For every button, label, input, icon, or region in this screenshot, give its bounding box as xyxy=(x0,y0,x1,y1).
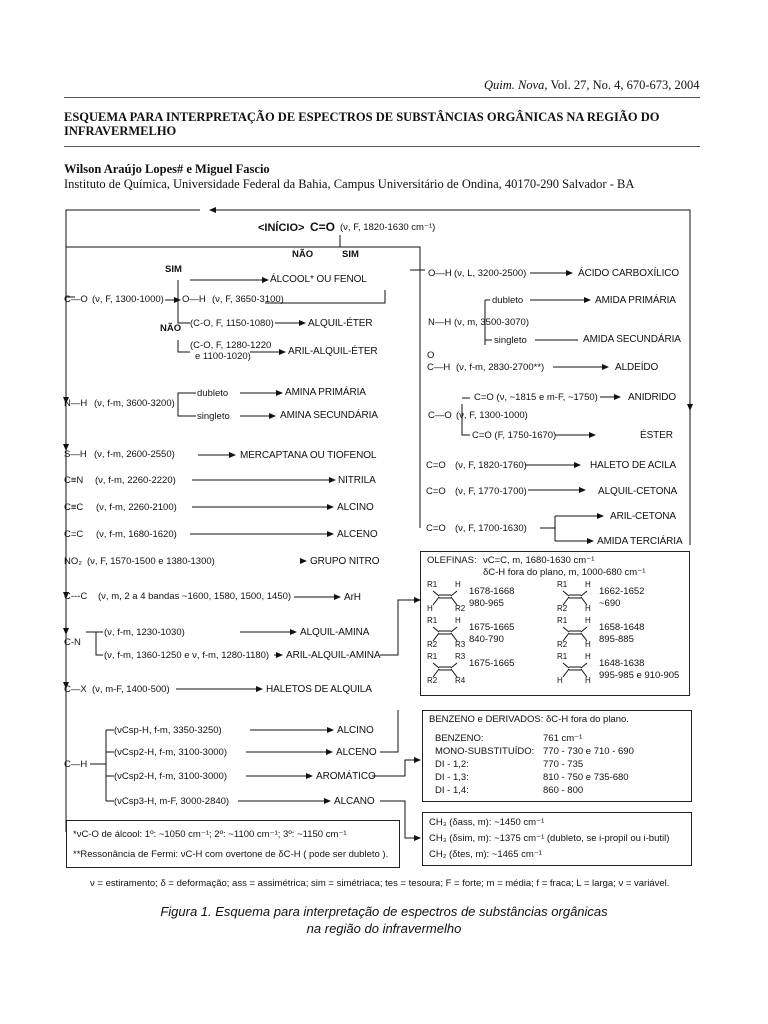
ar-detail: (ν, m, 2 a 4 bandas ~1600, 1580, 1500, 1450) xyxy=(98,591,292,602)
paper-title-line1: ESQUEMA PARA INTERPRETAÇÃO DE ESPECTROS DE SUBSTÂNCIAS ORGÂNICAS NA REGIÃO DO xyxy=(64,110,660,124)
substituent-label: H xyxy=(585,604,591,613)
substituent-label: H xyxy=(585,580,591,589)
nh-detail: (ν, f-m, 3600-3200) xyxy=(94,398,175,409)
substituent-label: R2 xyxy=(557,604,568,613)
aril-eter-detail1: (C-O, F, 1280-1220 xyxy=(190,340,272,351)
csp2-ar-detail: (νCsp2-H, f-m, 3100-3000) xyxy=(114,771,227,782)
aril-amina-detail: (ν, f-m, 1360-1250 e ν, f-m, 1280-1180) xyxy=(104,650,270,661)
csp3-detail: (νCsp3-H, m-F, 3000-2840) xyxy=(114,796,230,807)
result-alcino: ALCINO xyxy=(337,502,374,513)
abbreviation-legend: ν = estiramento; δ = deformação; ass = assimétrica; sim = simétriaca; tes = tesoura; F = forte; m = média; f = fraca; L = larga; ν = variável. xyxy=(90,878,670,889)
result-alcool-fenol: ÁLCOOL* OU FENOL xyxy=(270,274,367,285)
footnote-2: **Ressonância de Fermi: νC-H com overtone de δC-H ( pode ser dubleto ). xyxy=(73,849,389,860)
paper-title-line2: INFRAVERMELHO xyxy=(64,124,177,138)
r-nh-detail: (ν, m, 3500-3070) xyxy=(454,317,529,328)
olefinas-box xyxy=(420,551,690,696)
substituent-label: H xyxy=(585,676,591,685)
oh-group: O—H xyxy=(182,294,206,305)
result-ch-alcino: ALCINO xyxy=(337,725,374,736)
figure-caption-line1: Figura 1. Esquema para interpretação de espectros de substâncias orgânicas xyxy=(160,904,608,919)
alquil-cetona-group: C=O xyxy=(426,486,446,497)
olefin-value: 980-965 xyxy=(469,598,504,609)
r-oh-group: O—H xyxy=(428,268,452,279)
olefin-value: 1648-1638 xyxy=(599,658,645,669)
benzeno-row-value: 770 - 735 xyxy=(543,759,584,770)
substituent-label: H xyxy=(427,604,433,613)
result-aril-alquil-amina: ARIL-ALQUIL-AMINA xyxy=(286,650,381,661)
haleto-group: C=O xyxy=(426,460,446,471)
substituent-label: R1 xyxy=(427,652,438,661)
substituent-label: H xyxy=(455,580,461,589)
sim-co-label: SIM xyxy=(165,264,182,275)
substituent-label: R1 xyxy=(557,616,568,625)
result-ester: ÉSTER xyxy=(640,430,673,441)
substituent-label: H xyxy=(585,652,591,661)
olefin-value: 1675-1665 xyxy=(469,622,515,633)
alcano-row-3: CH₂ (δtes, m): ~1465 cm⁻¹ xyxy=(429,849,542,860)
result-haleto-acila: HALETO DE ACILA xyxy=(590,460,677,471)
r-oh-detail: (ν, L, 3200-2500) xyxy=(454,268,527,279)
substituent-label: R1 xyxy=(427,616,438,625)
substituent-label: H xyxy=(585,616,591,625)
benzeno-row-label: BENZENO: xyxy=(435,733,484,744)
olefin-value: 1662-1652 xyxy=(599,586,645,597)
result-alquil-cetona: ALQUIL-CETONA xyxy=(598,486,678,497)
r-co-group: C—O xyxy=(428,410,452,421)
nh-dubleto: dubleto xyxy=(197,388,229,399)
substituent-label: R2 xyxy=(427,640,438,649)
benzeno-row-value: 761 cm⁻¹ xyxy=(543,733,583,744)
benzeno-row-label: MONO-SUBSTITUÍDO: xyxy=(435,746,535,757)
result-alquil-eter: ALQUIL-ÉTER xyxy=(308,318,373,329)
oh-detail: (ν, F, 3650-3100) xyxy=(212,294,284,305)
affiliation: Instituto de Química, Universidade Federal da Bahia, Campus Universitário de Ondina, 40170-290 Salvador - BA xyxy=(64,177,635,191)
alcano-row-2: CH₃ (δsim, m): ~1375 cm⁻¹ (dubleto, se i-propil ou i-butil) xyxy=(429,833,670,844)
co-group: C—O xyxy=(64,294,88,305)
result-amida-secundaria: AMIDA SECUNDÁRIA xyxy=(583,334,681,345)
result-alceno: ALCENO xyxy=(337,529,378,540)
citation-details: , Vol. 27, No. 4, 670-673, 2004 xyxy=(544,78,700,92)
no2-group: NO₂ xyxy=(64,556,82,567)
result-haletos-alquila: HALETOS DE ALQUILA xyxy=(266,684,372,695)
journal-name: Quim. Nova xyxy=(484,78,545,92)
substituent-label: R2 xyxy=(427,676,438,685)
cc3-detail: (ν, f-m, 2260-2100) xyxy=(96,502,177,513)
result-acido-carboxilico: ÁCIDO CARBOXÍLICO xyxy=(578,268,680,279)
footnotes-box xyxy=(66,820,400,868)
figure-caption-line2: na região do infravermelho xyxy=(306,921,462,936)
cc2-group: C=C xyxy=(64,529,84,540)
result-grupo-nitro: GRUPO NITRO xyxy=(310,556,380,567)
result-anidrido: ANIDRIDO xyxy=(628,392,677,403)
substituent-label: R3 xyxy=(455,652,466,661)
olefin-value: 1658-1648 xyxy=(599,622,645,633)
ar-group: C---C xyxy=(64,591,88,602)
cn-single-group: C-N xyxy=(64,637,81,648)
olefin-value: 840-790 xyxy=(469,634,504,645)
r-nh-group: N—H xyxy=(428,317,452,328)
olefin-value: 895-885 xyxy=(599,634,634,645)
substituent-label: R2 xyxy=(557,640,568,649)
r-aldeido-detail: (ν, f-m, 2830-2700**) xyxy=(456,362,545,373)
r-nh-singleto: singleto xyxy=(494,335,527,346)
alcano-row-1: CH₃ (δass, m): ~1450 cm⁻¹ xyxy=(429,817,545,828)
cx-detail: (ν, m-F, 1400-500) xyxy=(92,684,170,695)
footnote-1: *νC-O de álcool: 1º: ~1050 cm⁻¹; 2º: ~1100 cm⁻¹; 3º: ~1150 cm⁻¹ xyxy=(73,829,347,840)
aril-cetona-detail: (ν, F, 1700-1630) xyxy=(455,523,527,534)
substituent-label: H xyxy=(455,616,461,625)
olefinas-line1: νC=C, m, 1680-1630 cm⁻¹ xyxy=(483,555,595,566)
alcano-box xyxy=(422,812,692,866)
nh-group: N—H xyxy=(64,398,88,409)
alquil-cetona-detail: (ν, F, 1770-1700) xyxy=(455,486,527,497)
nao-co-label: NÃO xyxy=(160,323,182,334)
sh-group: S—H xyxy=(64,449,87,460)
result-ch-alceno: ALCENO xyxy=(336,747,377,758)
olefinas-title: OLEFINAS: xyxy=(427,555,477,566)
cn-group: C≡N xyxy=(64,475,84,486)
start-label: <INÍCIO> xyxy=(258,222,305,234)
result-aldeido: ALDEÍDO xyxy=(615,362,659,373)
olefin-value: 995-985 e 910-905 xyxy=(599,670,680,681)
nh-singleto: singleto xyxy=(197,411,230,422)
start-detail: (ν, F, 1820-1630 cm⁻¹) xyxy=(340,222,436,233)
olefin-value: 1678-1668 xyxy=(469,586,515,597)
substituent-label: R1 xyxy=(557,652,568,661)
alquil-amina-detail: (ν, f-m, 1230-1030) xyxy=(104,627,185,638)
nao-label: NÃO xyxy=(292,249,314,260)
authors: Wilson Araújo Lopes# e Miguel Fascio xyxy=(64,162,270,176)
alquil-eter-detail: (C-O, F, 1150-1080) xyxy=(190,318,274,329)
r-nh-dubleto: dubleto xyxy=(492,295,524,306)
result-amida-terciaria: AMIDA TERCIÁRIA xyxy=(597,536,683,547)
result-ch-alcano: ALCANO xyxy=(334,796,375,807)
benzeno-title: BENZENO e DERIVADOS: δC-H fora do plano. xyxy=(429,714,629,725)
sim-label: SIM xyxy=(342,249,359,260)
substituent-label: R2 xyxy=(455,604,466,613)
result-aril-cetona: ARIL-CETONA xyxy=(610,511,676,522)
benzeno-row-value: 810 - 750 e 735-680 xyxy=(543,772,629,783)
r-aldeido-o: O xyxy=(427,350,435,361)
co-detail: (ν, F, 1300-1000) xyxy=(92,294,164,305)
haleto-detail: (ν, F, 1820-1760) xyxy=(455,460,527,471)
benzeno-row-label: DI - 1,2: xyxy=(435,759,469,770)
sh-detail: (ν, f-m, 2600-2550) xyxy=(94,449,175,460)
substituent-label: H xyxy=(585,640,591,649)
aril-eter-detail2: e 1100-1020) xyxy=(195,351,251,362)
ester-detail: C=O (F, 1750-1670) xyxy=(472,430,557,441)
result-nitrila: NITRILA xyxy=(338,475,376,486)
benzeno-row-value: 860 - 800 xyxy=(543,785,584,796)
benzeno-box xyxy=(422,710,692,802)
ch-group: C—H xyxy=(64,759,88,770)
cc2-detail: (ν, f-m, 1680-1620) xyxy=(96,529,177,540)
olefin-value: 1675-1665 xyxy=(469,658,515,669)
substituent-label: R1 xyxy=(427,580,438,589)
benzeno-row-label: DI - 1,4: xyxy=(435,785,469,796)
substituent-label: R1 xyxy=(557,580,568,589)
benzeno-row-label: DI - 1,3: xyxy=(435,772,469,783)
benzeno-row-value: 770 - 730 e 710 - 690 xyxy=(543,746,634,757)
result-amida-primaria: AMIDA PRIMÁRIA xyxy=(595,295,676,306)
result-aril-alquil-eter: ARIL-ALQUIL-ÉTER xyxy=(288,346,378,357)
no2-detail: (ν, F, 1570-1500 e 1380-1300) xyxy=(87,556,215,567)
substituent-label: R3 xyxy=(455,640,466,649)
result-amina-secundaria: AMINA SECUNDÁRIA xyxy=(280,410,378,421)
olefin-value: ~690 xyxy=(599,598,621,609)
olefinas-line2: δC-H fora do plano, m, 1000-680 cm⁻¹ xyxy=(483,567,646,578)
result-amina-primaria: AMINA PRIMÁRIA xyxy=(285,387,366,398)
r-aldeido-group: C—H xyxy=(427,362,451,373)
result-arh: ArH xyxy=(344,592,361,603)
cc3-group: C≡C xyxy=(64,502,84,513)
cx-group: C—X xyxy=(64,684,87,695)
result-ch-aromatico: AROMÁTICO xyxy=(316,771,376,782)
aril-cetona-group: C=O xyxy=(426,523,446,534)
cn-detail: (ν, f-m, 2260-2220) xyxy=(95,475,176,486)
r-co-detail: (ν, F, 1300-1000) xyxy=(456,410,528,421)
substituent-label: R4 xyxy=(455,676,466,685)
start-group: C=O xyxy=(310,220,336,234)
anidrido-detail: C=O (ν, ~1815 e m-F, ~1750) xyxy=(474,392,598,403)
substituent-label: H xyxy=(557,676,563,685)
csp2-detail: (νCsp2-H, f-m, 3100-3000) xyxy=(114,747,227,758)
csp-detail: (νCsp-H, f-m, 3350-3250) xyxy=(114,725,222,736)
result-alquil-amina: ALQUIL-AMINA xyxy=(300,627,370,638)
result-mercaptana: MERCAPTANA OU TIOFENOL xyxy=(240,450,377,461)
